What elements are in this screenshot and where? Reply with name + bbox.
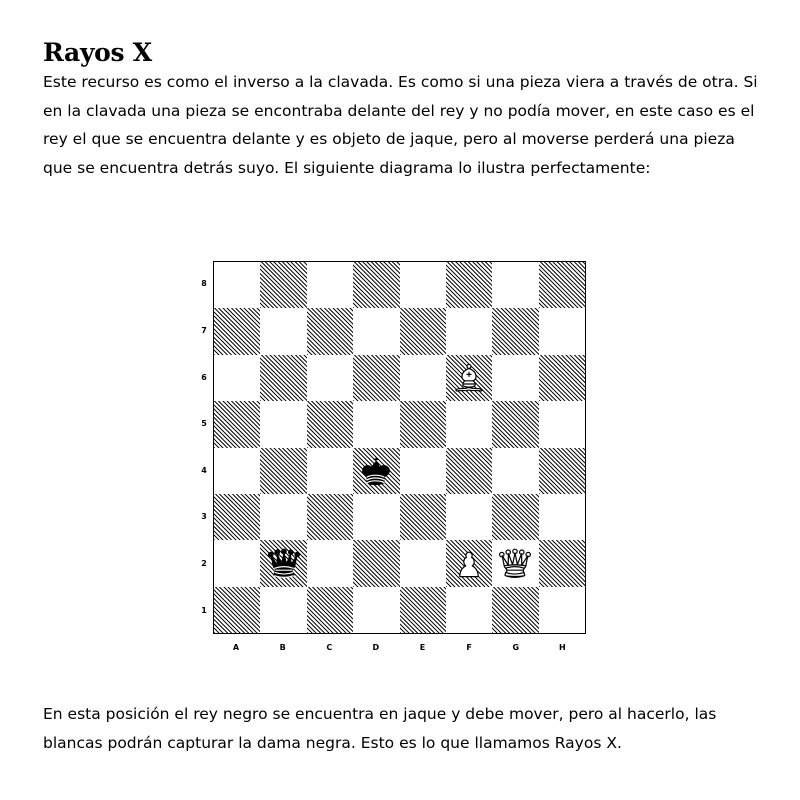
white-queen-icon: [497, 545, 533, 581]
square-a3: [214, 494, 260, 540]
rank-label: 5: [201, 419, 207, 429]
square-h4: [539, 448, 585, 494]
square-b6: [260, 355, 306, 401]
square-d4: [353, 448, 399, 494]
square-b2: [260, 540, 306, 586]
square-f4: [446, 448, 492, 494]
square-g2: [492, 540, 538, 586]
page-title: Rayos X: [43, 38, 152, 67]
square-h6: [539, 355, 585, 401]
square-h1: [539, 587, 585, 633]
square-e8: [400, 262, 446, 308]
square-g1: [492, 587, 538, 633]
square-c5: [307, 401, 353, 447]
square-e7: [400, 308, 446, 354]
white-pawn-icon: [451, 545, 487, 581]
square-e6: [400, 355, 446, 401]
file-label: G: [512, 643, 520, 652]
square-a4: [214, 448, 260, 494]
rank-label: 8: [201, 279, 207, 289]
square-e1: [400, 587, 446, 633]
square-f8: [446, 262, 492, 308]
black-queen-icon: [266, 545, 302, 581]
square-e4: [400, 448, 446, 494]
file-label: H: [559, 643, 566, 652]
file-label: C: [326, 643, 333, 652]
square-h7: [539, 308, 585, 354]
rank-label: 2: [201, 559, 207, 569]
square-h3: [539, 494, 585, 540]
outro-paragraph: En esta posición el rey negro se encuentra en jaque y debe mover, pero al hacerlo, las blancas podrán capturar la dama negra. Esto es lo que llamamos Rayos X.: [43, 705, 717, 752]
square-d6: [353, 355, 399, 401]
intro-paragraph: Este recurso es como el inverso a la clavada. Es como si una pieza viera a través de otra. Si en la clavada una pieza se encontraba delante del rey y no podía mover, en este caso es el rey el que se encuentra delante y es objeto de jaque, pero al moverse perderá una pieza que se encuentra detrás suyo. El siguiente diagrama lo ilustra perfectamente:: [43, 73, 758, 177]
square-a7: [214, 308, 260, 354]
rank-label: 7: [201, 325, 207, 335]
square-e2: [400, 540, 446, 586]
square-g3: [492, 494, 538, 540]
square-g8: [492, 262, 538, 308]
square-d2: [353, 540, 399, 586]
square-c3: [307, 494, 353, 540]
square-d7: [353, 308, 399, 354]
square-f7: [446, 308, 492, 354]
square-c4: [307, 448, 353, 494]
square-h2: [539, 540, 585, 586]
square-b1: [260, 587, 306, 633]
square-c6: [307, 355, 353, 401]
square-b5: [260, 401, 306, 447]
square-g6: [492, 355, 538, 401]
file-label: A: [232, 643, 240, 652]
chess-board: [213, 261, 586, 634]
square-d3: [353, 494, 399, 540]
square-f3: [446, 494, 492, 540]
rank-label: 1: [201, 605, 207, 615]
square-e5: [400, 401, 446, 447]
square-g4: [492, 448, 538, 494]
square-d8: [353, 262, 399, 308]
square-d1: [353, 587, 399, 633]
white-bishop-icon: [451, 360, 487, 396]
square-a2: [214, 540, 260, 586]
square-c8: [307, 262, 353, 308]
file-label: D: [372, 643, 380, 652]
rank-label: 6: [201, 372, 207, 382]
square-c1: [307, 587, 353, 633]
square-f5: [446, 401, 492, 447]
square-b7: [260, 308, 306, 354]
square-c7: [307, 308, 353, 354]
square-b8: [260, 262, 306, 308]
square-b3: [260, 494, 306, 540]
square-f6: [446, 355, 492, 401]
square-b4: [260, 448, 306, 494]
square-e3: [400, 494, 446, 540]
black-king-icon: [358, 453, 394, 489]
square-f2: [446, 540, 492, 586]
square-g7: [492, 308, 538, 354]
rank-label: 3: [201, 512, 207, 522]
file-label: B: [279, 643, 286, 652]
square-g5: [492, 401, 538, 447]
square-f1: [446, 587, 492, 633]
square-a8: [214, 262, 260, 308]
file-label: F: [466, 643, 472, 652]
file-label: E: [419, 643, 426, 652]
square-h8: [539, 262, 585, 308]
square-d5: [353, 401, 399, 447]
square-a1: [214, 587, 260, 633]
square-h5: [539, 401, 585, 447]
square-c2: [307, 540, 353, 586]
rank-label: 4: [201, 465, 207, 475]
square-a6: [214, 355, 260, 401]
square-a5: [214, 401, 260, 447]
